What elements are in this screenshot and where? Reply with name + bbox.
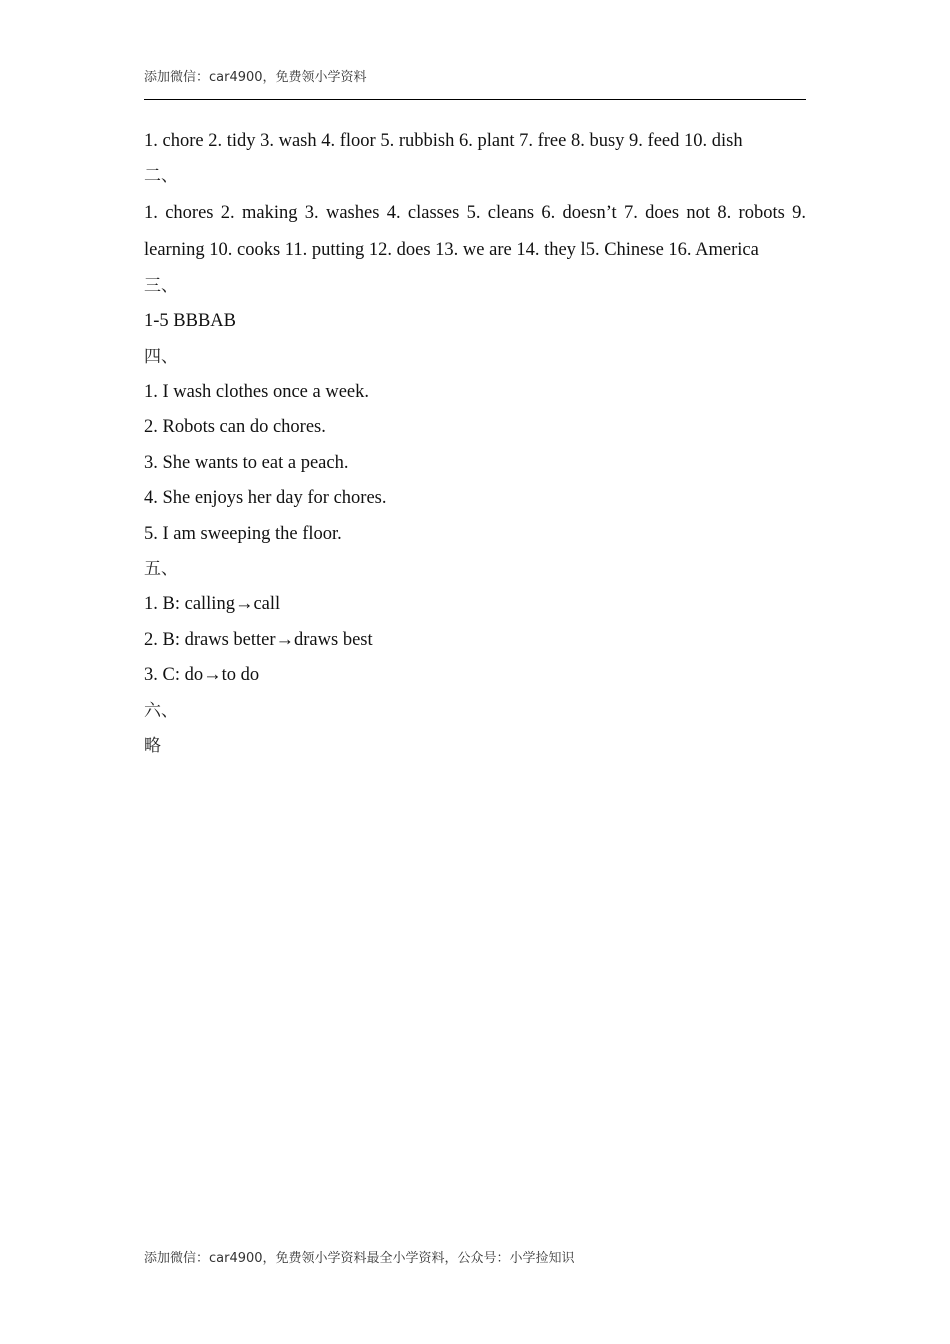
part6-answer: 略 [144,736,161,757]
part5-answer-3: 3. C: do→to do [144,665,260,686]
part4-answer-1: 1. I wash clothes once a week. [144,382,369,403]
part4-answer-3: 3. She wants to eat a peach. [144,452,349,473]
page-footer: 添加微信：car4900，免费领小学资料最全小学资料，公众号：小学捡知识 [144,1251,575,1266]
section-2-title: 二、 [144,166,178,187]
section-3-title: 三、 [144,275,178,296]
part2-answers: 1. chores 2. making 3. washes 4. classes 5. cleans 6. doesn’t 7. does not 8. robots 9. learning 10. cooks 11. putting 12. does 13. we are 14. they l5. Chinese 16. America [144,202,806,260]
part1-answers: 1. chore 2. tidy 3. wash 4. floor 5. rubbish 6. plant 7. free 8. busy 9. feed 10. dish [144,131,743,151]
answer-key-body [144,124,806,765]
section-4-title: 四、 [144,346,178,367]
header-divider [144,99,806,100]
section-5-title: 五、 [144,559,178,580]
page-header: 添加微信：car4900，免费领小学资料 [144,70,367,85]
part4-answer-2: 2. Robots can do chores. [144,417,326,438]
part5-answer-1: 1. B: calling→call [144,594,281,615]
part4-answer-5: 5. I am sweeping the floor. [144,523,342,544]
part5-answer-2: 2. B: draws better→draws best [144,629,373,650]
section-6-title: 六、 [144,700,178,721]
part4-answer-4: 4. She enjoys her day for chores. [144,488,387,509]
part3-answers: 1-5 BBBAB [144,311,237,332]
